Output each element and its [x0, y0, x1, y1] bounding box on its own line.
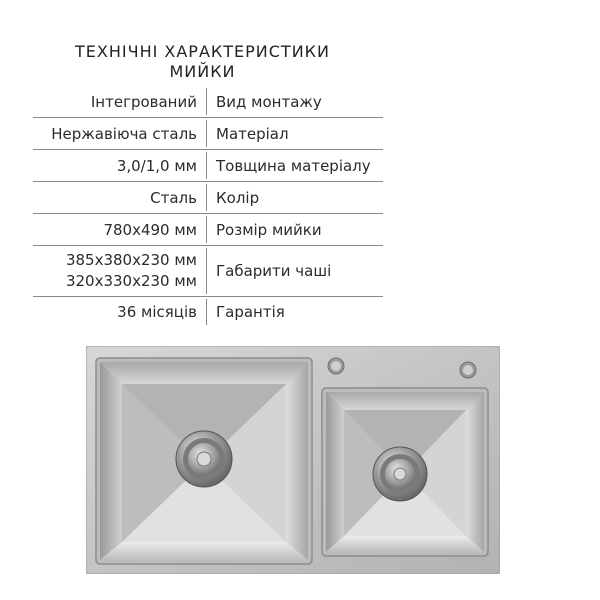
page-title	[0, 42, 405, 82]
spec-value-line-1: 385x380x230 мм	[65, 251, 197, 269]
spec-label: Гарантія	[216, 303, 285, 321]
spec-row-material	[33, 118, 383, 150]
spec-table	[33, 86, 383, 327]
spec-row-warranty	[33, 297, 383, 327]
title-line-1: ТЕХНІЧНІ ХАРАКТЕРИСТИКИ	[75, 42, 330, 61]
spec-value: Інтегрований	[90, 92, 197, 111]
column-divider	[206, 299, 207, 325]
sink-image	[86, 346, 500, 574]
spec-label: Матеріал	[216, 124, 289, 143]
spec-value	[33, 246, 197, 296]
spec-value: 3,0/1,0 мм	[116, 156, 197, 175]
column-divider	[206, 152, 207, 179]
tap-hole-icon	[328, 358, 344, 374]
column-divider	[206, 120, 207, 147]
left-drain-icon	[176, 431, 232, 487]
spec-value: Сталь	[150, 188, 197, 207]
spec-value: Нержавіюча сталь	[51, 124, 197, 143]
spec-row-thickness	[33, 150, 383, 182]
column-divider	[206, 88, 207, 115]
spec-value: 780x490 мм	[103, 220, 197, 239]
spec-label: Товщина матеріалу	[216, 156, 371, 175]
right-drain-icon	[373, 447, 427, 501]
spec-label: Розмір мийки	[216, 220, 322, 239]
column-divider	[206, 216, 207, 243]
column-divider	[206, 248, 207, 294]
tap-hole-icon	[460, 362, 476, 378]
spec-value-line-2: 320x330x230 мм	[65, 272, 197, 290]
spec-label: Габарити чаші	[216, 262, 332, 280]
title-line-2: МИЙКИ	[169, 62, 236, 81]
spec-row-color	[33, 182, 383, 214]
spec-row-mounting	[33, 86, 383, 118]
spec-label: Вид монтажу	[216, 92, 322, 111]
spec-row-size	[33, 214, 383, 246]
spec-row-bowl-dimensions	[33, 246, 383, 297]
column-divider	[206, 184, 207, 211]
spec-label: Колір	[216, 188, 260, 207]
spec-value: 36 місяців	[117, 303, 197, 321]
